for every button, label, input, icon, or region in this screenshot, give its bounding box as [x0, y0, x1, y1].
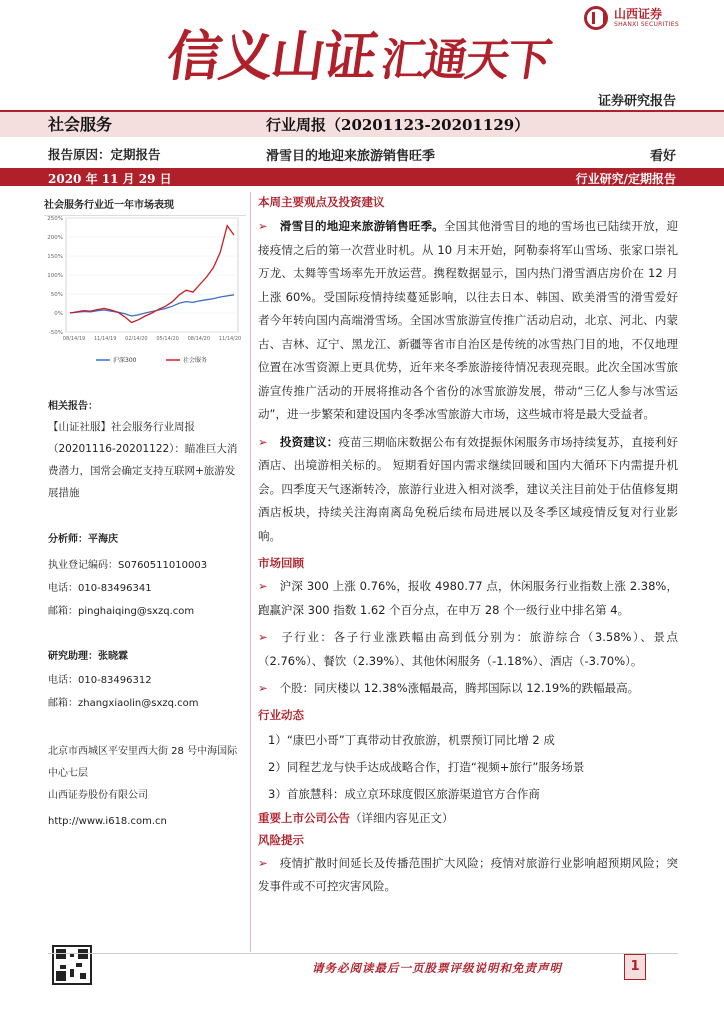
- bullet-arrow-icon: ➢: [258, 681, 268, 695]
- dynamics-item-2: 2）同程艺龙与快手达成战略合作，打造“视频+旅行”服务场景: [268, 759, 585, 774]
- column-divider: [250, 192, 251, 952]
- logo-name-cn: 山西证券: [614, 7, 663, 21]
- view-2-body: 疫苗三期临床数据公布有效提振休闲服务市场持续复苏，直接利好酒店、出境游相关标的。 短期看好国内需求继续回暖和国内大循环下内需提升机会。四季度天气逐渐转冷，旅游行业进入相对淡季，建议关注目前处于估值修复期酒店板块，持续关注海南离岛免税后续布局进展以及冬季区域疫情反复对行业影响。: [258, 434, 679, 543]
- market-item-3: [258, 677, 678, 701]
- analyst-block: [48, 530, 244, 621]
- legend-label-1: 社会服务: [183, 357, 208, 364]
- bullet-arrow-icon: ➢: [258, 630, 268, 644]
- risk-paragraph: [258, 852, 678, 899]
- analyst-phone: 电话：010-83496341: [48, 583, 152, 594]
- market-item-1: [258, 575, 678, 622]
- view-paragraph-1: [258, 215, 678, 427]
- brand-slogan-sub: 汇通天下: [377, 35, 553, 86]
- shanxi-logo-icon: [584, 6, 608, 30]
- market-2-text: 子行业：各子行业涨跌幅由高到低分别为：旅游综合（3.58%）、景点（2.76%）、餐饮（2.39%）、其他休闲服务（-1.18%）、酒店（-3.70%）。: [258, 630, 678, 668]
- risk-text: 疫情扩散时间延长及传播范围扩大风险；疫情对旅游行业影响超预期风险；突发事件或不可控灾害风险。: [258, 855, 678, 893]
- view-2-lead: 投资建议：: [279, 434, 339, 449]
- main-content: [258, 194, 678, 899]
- assistant-block: [48, 647, 244, 713]
- section-announcements-note: （详细内容见正文）: [350, 810, 454, 825]
- analyst-name: 分析师：平海庆: [48, 534, 118, 545]
- x-tick-label: 08/14/20: [187, 336, 211, 342]
- brand-slogan-main: 信义山证: [163, 24, 381, 88]
- section-risk-title: 风险提示: [258, 832, 304, 847]
- bullet-arrow-icon: ➢: [258, 434, 268, 449]
- y-tick-label: 150%: [47, 254, 63, 260]
- company-url[interactable]: http://www.i618.com.cn: [48, 816, 167, 827]
- report-date: 2020 年 11 月 29 日: [48, 172, 172, 186]
- section-dynamics-title: 行业动态: [258, 707, 304, 722]
- chart-title: 社会服务行业近一年市场表现: [44, 196, 246, 216]
- y-tick-label: 250%: [47, 216, 63, 222]
- office-address: 北京市西城区平安里西大街 28 号中海国际中心七层: [48, 746, 238, 779]
- dynamics-item-1: 1）“康巴小哥”丁真带动甘孜旅游，机票预订同比增 2 成: [268, 732, 555, 747]
- dynamics-item-3: 3）首旅慧科：成立京环球度假区旅游渠道官方合作商: [268, 786, 540, 801]
- market-item-2: [258, 626, 678, 673]
- y-tick-label: 50%: [50, 292, 63, 298]
- report-category: 行业研究/定期报告: [575, 172, 676, 186]
- section-market-title: 市场回顾: [258, 556, 304, 570]
- page-number: 1: [624, 954, 646, 980]
- qr-code-icon: [52, 945, 92, 985]
- section-announcements-title: 重要上市公司公告: [258, 810, 350, 825]
- report-headline: 滑雪目的地迎来旅游销售旺季: [266, 149, 436, 164]
- legend-label-0: 沪深300: [113, 357, 137, 364]
- related-report-link[interactable]: 【山证社服】社会服务行业周报（20201116-20201122）：瞄准巨大消费潜力，国常会确定支持互联网+旅游发展措施: [48, 421, 238, 499]
- analyst-license: 执业登记编码：S0760511010003: [48, 560, 208, 571]
- analyst-email[interactable]: 邮箱：pinghaiqing@sxzq.com: [48, 606, 195, 617]
- view-paragraph-2: [258, 431, 678, 549]
- related-label: 相关报告：: [48, 401, 98, 412]
- rating: 看好: [649, 149, 676, 164]
- series-line-1: [70, 226, 234, 323]
- brand-slogan: [163, 14, 553, 91]
- section-views-title: 本周主要观点及投资建议: [258, 195, 385, 209]
- y-tick-label: -50%: [48, 330, 63, 336]
- assistant-phone: 电话：010-83496312: [48, 675, 152, 686]
- dynamics-list: [258, 729, 678, 806]
- assistant-email[interactable]: 邮箱：zhangxiaolin@sxzq.com: [48, 698, 199, 709]
- logo-name-en: SHANXI SECURITIES: [614, 21, 679, 28]
- report-title: 行业周报（20201123-20201129）: [266, 116, 530, 134]
- report-type: 证券研究报告: [597, 94, 676, 109]
- market-chart: [38, 210, 246, 375]
- report-reason: 报告原因：定期报告: [48, 147, 161, 162]
- x-tick-label: 11/14/19: [93, 336, 117, 342]
- bullet-arrow-icon: ➢: [258, 219, 268, 233]
- y-tick-label: 0%: [54, 311, 63, 317]
- sector-name: 社会服务: [48, 115, 113, 134]
- x-tick-label: 05/14/20: [156, 336, 179, 342]
- view-1-lead: 滑雪目的地迎来旅游销售旺季。: [279, 219, 444, 233]
- x-tick-label: 08/14/19: [62, 336, 86, 342]
- bullet-arrow-icon: ➢: [258, 855, 268, 870]
- y-tick-label: 100%: [47, 273, 63, 279]
- company-logo: [584, 6, 679, 30]
- y-tick-label: 200%: [47, 235, 63, 241]
- market-1-text: 沪深 300 上涨 0.76%，报收 4980.77 点，休闲服务行业指数上涨 2.38%，跑赢沪深 300 指数 1.62 个百分点，在申万 28 个一级行业中排名第 4。: [258, 579, 678, 617]
- x-tick-label: 02/14/20: [125, 336, 148, 342]
- bullet-arrow-icon: ➢: [258, 579, 268, 593]
- assistant-name: 研究助理：张晓霖: [48, 651, 128, 662]
- section-announcements: [258, 810, 678, 826]
- disclaimer-note: 请务必阅读最后一页股票评级说明和免责声明: [312, 961, 562, 975]
- view-1-body: 全国其他滑雪目的地的雪场也已陆续开放，迎接疫情之后的第一次营业时机。从 10 月末开始，阿勒泰将军山雪场、张家口崇礼万龙、太舞等雪场率先开放运营。携程数据显示，国内热门滑雪酒店房价在 12 月上涨 60%。受国际疫情持续蔓延影响，以往去日本、韩国、欧美滑雪的滑雪爱好者今年转向国内高端滑雪场。全国冰雪旅游宣传推广活动启动，北京、河北、内蒙古、吉林、辽宁、黑龙江、新疆等省市自治区是传统的冰雪热门目的地，不仅地理位置在冰雪资源上更具优势，近年来冬季旅游接待情况表现亮眼。此次全国冰雪旅游宣传推广活动的开展将推动各个省份的冰雪旅游发展，带动“三亿人参与冰雪运动”，进一步繁荣和建设国内冬季冰雪旅游大市场，这些城市将是最大受益者。: [258, 219, 679, 421]
- related-reports-head: [48, 397, 244, 416]
- x-tick-label: 11/14/20: [218, 336, 242, 342]
- address-block: [48, 741, 244, 833]
- footer-divider: [48, 953, 678, 954]
- company-name: 山西证券股份有限公司: [48, 790, 148, 801]
- market-3-text: 个股：同庆楼以 12.38%涨幅最高，腾邦国际以 12.19%的跌幅最高。: [279, 681, 640, 695]
